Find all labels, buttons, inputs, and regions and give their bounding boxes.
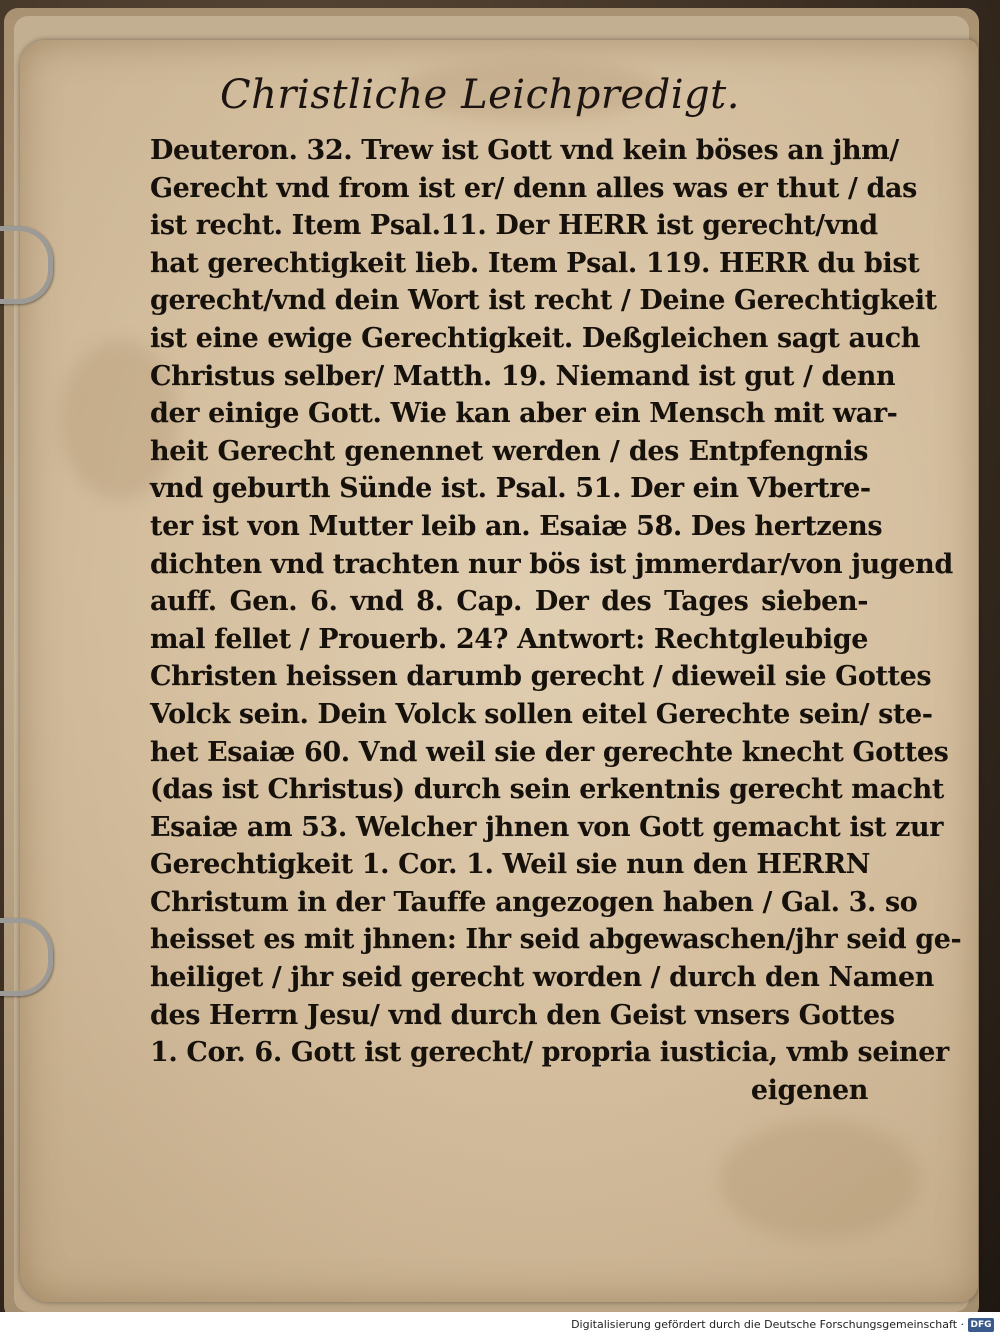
- text-line: ist recht. Item Psal.11. Der HERR ist gerecht/vnd: [150, 210, 878, 242]
- text-line: heisset es mit jhnen: Ihr seid abgewaschen/jhr seid ge-: [150, 924, 962, 956]
- footer-credit: Digitalisierung gefördert durch die Deutsche Forschungsgemeinschaft ·: [571, 1318, 964, 1331]
- footer-bar: [0, 1312, 1000, 1336]
- text-line: heiliget / jhr seid gerecht worden / durch den Namen: [150, 962, 934, 994]
- text-line: Christus selber/ Matth. 19. Niemand ist gut / denn: [150, 360, 896, 392]
- text-line: Volck sein. Dein Volck sollen eitel Gerechte sein/ ste-: [150, 698, 933, 730]
- text-line: ter ist von Mutter leib an. Esaiæ 58. Des hertzens: [150, 510, 883, 542]
- text-line: gerecht/vnd dein Wort ist recht / Deine Gerechtigkeit: [150, 285, 937, 317]
- text-line: (das ist Christus) durch sein erkentnis gerecht macht: [150, 774, 944, 806]
- text-line: heit Gerecht genennet werden / des Entpfengnis: [150, 435, 868, 467]
- page-header-title: Christliche Leichpredigt.: [220, 72, 740, 118]
- text-line: Christum in der Tauffe angezogen haben / Gal. 3. so: [150, 886, 918, 918]
- catchword: eigenen: [750, 1074, 868, 1106]
- body-text: [150, 132, 962, 1109]
- text-line: Deuteron. 32. Trew ist Gott vnd kein böses an jhm/: [150, 135, 899, 166]
- text-line: Christen heissen darumb gerecht / dieweil sie Gottes: [150, 661, 932, 693]
- text-line: der einige Gott. Wie kan aber ein Mensch mit war-: [150, 398, 898, 430]
- text-line: hat gerechtigkeit lieb. Item Psal. 119. HERR du bist: [150, 247, 920, 279]
- text-line: Gerecht vnd from ist er/ denn alles was er thut / das: [150, 172, 917, 204]
- text-line: Esaiæ am 53. Welcher jhnen von Gott gemacht ist zur: [150, 811, 944, 843]
- dfg-logo: DFG: [968, 1318, 994, 1332]
- text-line: auff. Gen. 6. vnd 8. Cap. Der des Tages sieben-: [150, 586, 868, 618]
- text-line: 1. Cor. 6. Gott ist gerecht/ propria iusticia, vmb seiner: [150, 1037, 949, 1069]
- text-line: het Esaiæ 60. Vnd weil sie der gerechte knecht Gottes: [150, 736, 949, 768]
- text-line: Gerechtigkeit 1. Cor. 1. Weil sie nun den HERRN: [150, 849, 871, 881]
- text-line: dichten vnd trachten nur bös ist jmmerdar/von jugend: [150, 548, 953, 580]
- text-line: vnd geburth Sünde ist. Psal. 51. Der ein Vbertre-: [150, 473, 871, 505]
- text-line: des Herrn Jesu/ vnd durch den Geist vnsers Gottes: [150, 999, 895, 1031]
- text-line: mal fellet / Prouerb. 24? Antwort: Rechtgleubige: [150, 623, 868, 655]
- text-line: ist eine ewige Gerechtigkeit. Deßgleichen sagt auch: [150, 322, 921, 354]
- paper-stain: [720, 1120, 920, 1240]
